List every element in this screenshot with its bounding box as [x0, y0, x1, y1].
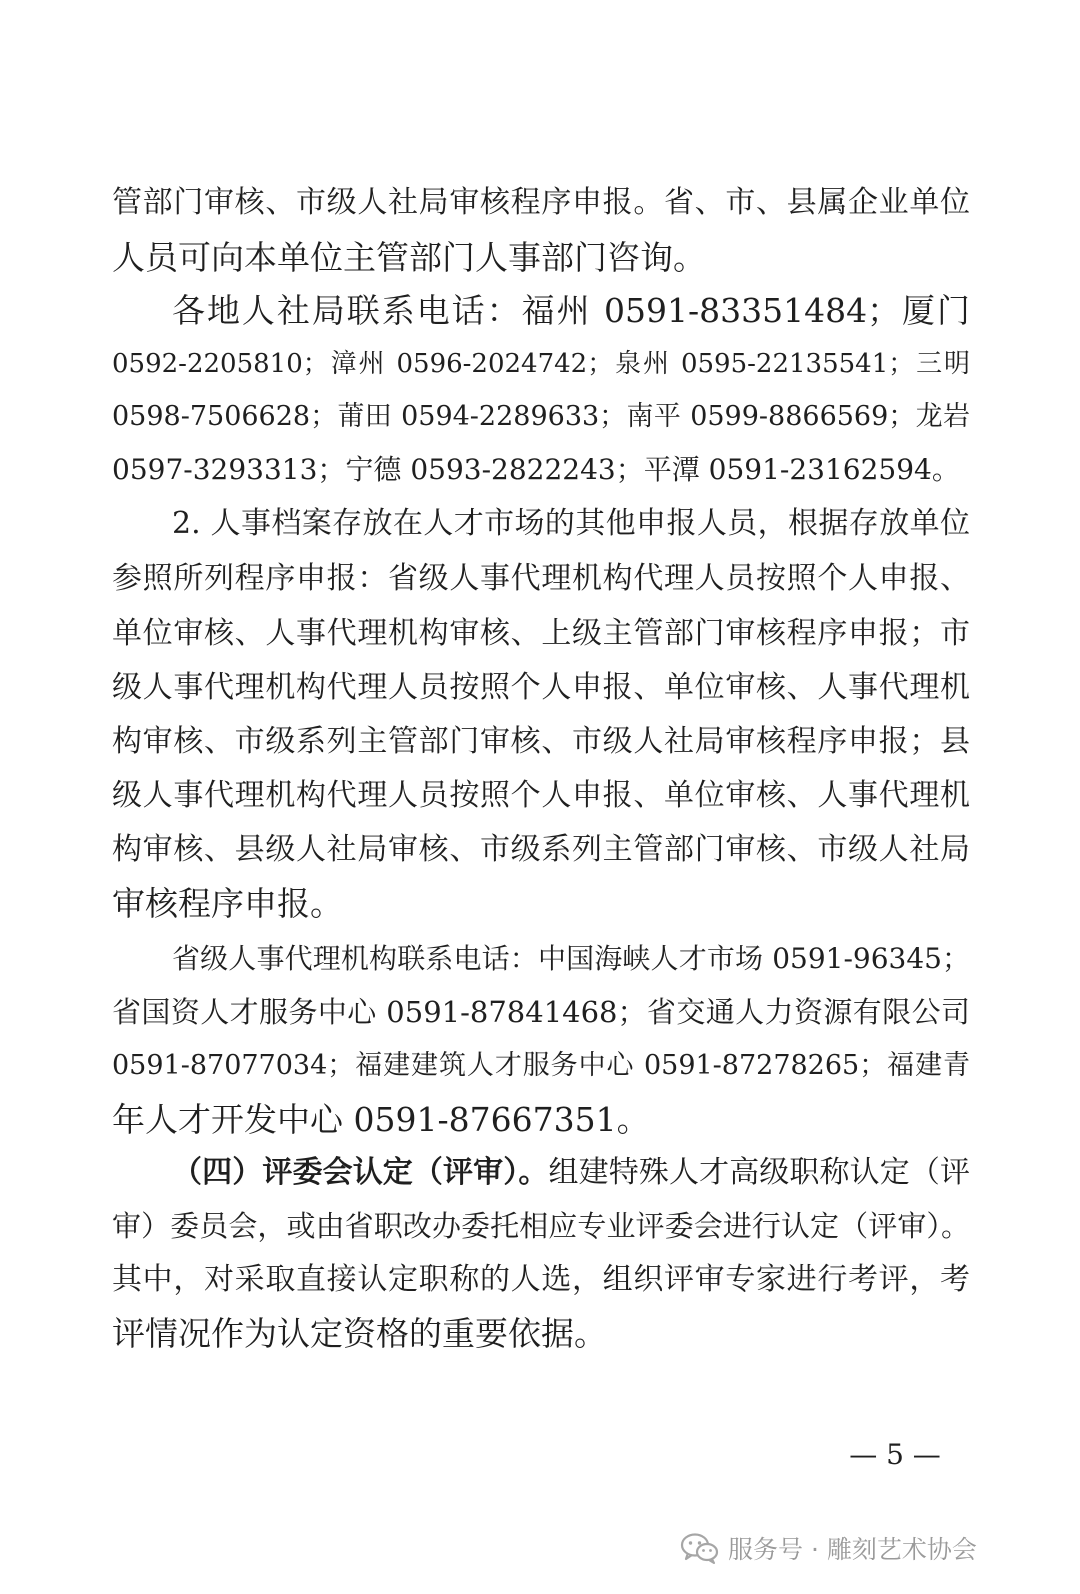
- body-line: 0597-3293313；宁德 0593-2822243；平潭 0591-23162594。: [112, 453, 960, 486]
- body-line: 2. 人事档案存放在人才市场的其他申报人员，根据存放单位: [172, 506, 970, 541]
- body-line: 构审核、县级人社局审核、市级系列主管部门审核、市级人社局: [112, 832, 970, 867]
- body-line: 单位审核、人事代理机构审核、上级主管部门审核程序申报；市: [112, 616, 970, 651]
- body-line: 审）委员会，或由省职改办委托相应专业评委会进行认定（评审）。: [112, 1209, 970, 1243]
- watermark-text: 服务号 · 雕刻艺术协会: [728, 1535, 977, 1564]
- body-line: 评情况作为认定资格的重要依据。: [112, 1314, 607, 1353]
- body-line: 0598-7506628；莆田 0594-2289633；南平 0599-8866569；龙岩: [112, 401, 970, 432]
- body-line: 人员可向本单位主管部门人事部门咨询。: [112, 238, 706, 277]
- body-line: 0592-2205810；漳州 0596-2024742；泉州 0595-22135541；三明: [112, 349, 970, 379]
- section-line: [172, 1153, 970, 1193]
- section-text: 组建特殊人才高级职称认定（评: [548, 1155, 970, 1190]
- page-number: — 5 —: [849, 1438, 941, 1471]
- wechat-icon: [680, 1532, 720, 1564]
- body-line: 其中，对采取直接认定职称的人选，组织评审专家进行考评，考: [112, 1262, 970, 1297]
- section-heading: （四）评委会认定（评审）。: [172, 1155, 549, 1190]
- body-line: 构审核、市级系列主管部门审核、市级人社局审核程序申报；县: [112, 724, 970, 759]
- body-line: 省级人事代理机构联系电话：中国海峡人才市场 0591-96345；: [172, 942, 970, 975]
- body-line: 级人事代理机构代理人员按照个人申报、单位审核、人事代理机: [112, 670, 970, 705]
- body-line: 0591-87077034；福建建筑人才服务中心 0591-87278265；福建青: [112, 1050, 970, 1081]
- body-line: 年人才开发中心 0591-87667351。: [112, 1100, 650, 1139]
- body-line: 审核程序申报。: [112, 884, 343, 923]
- body-line: 各地人社局联系电话：福州 0591-83351484；厦门: [172, 291, 970, 330]
- body-line: 级人事代理机构代理人员按照个人申报、单位审核、人事代理机: [112, 778, 970, 813]
- body-line: 参照所列程序申报：省级人事代理机构代理人员按照个人申报、: [112, 561, 970, 596]
- watermark: [680, 1530, 977, 1566]
- body-line: 管部门审核、市级人社局审核程序申报。省、市、县属企业单位: [112, 185, 970, 220]
- body-line: 省国资人才服务中心 0591-87841468；省交通人力资源有限公司: [112, 995, 970, 1029]
